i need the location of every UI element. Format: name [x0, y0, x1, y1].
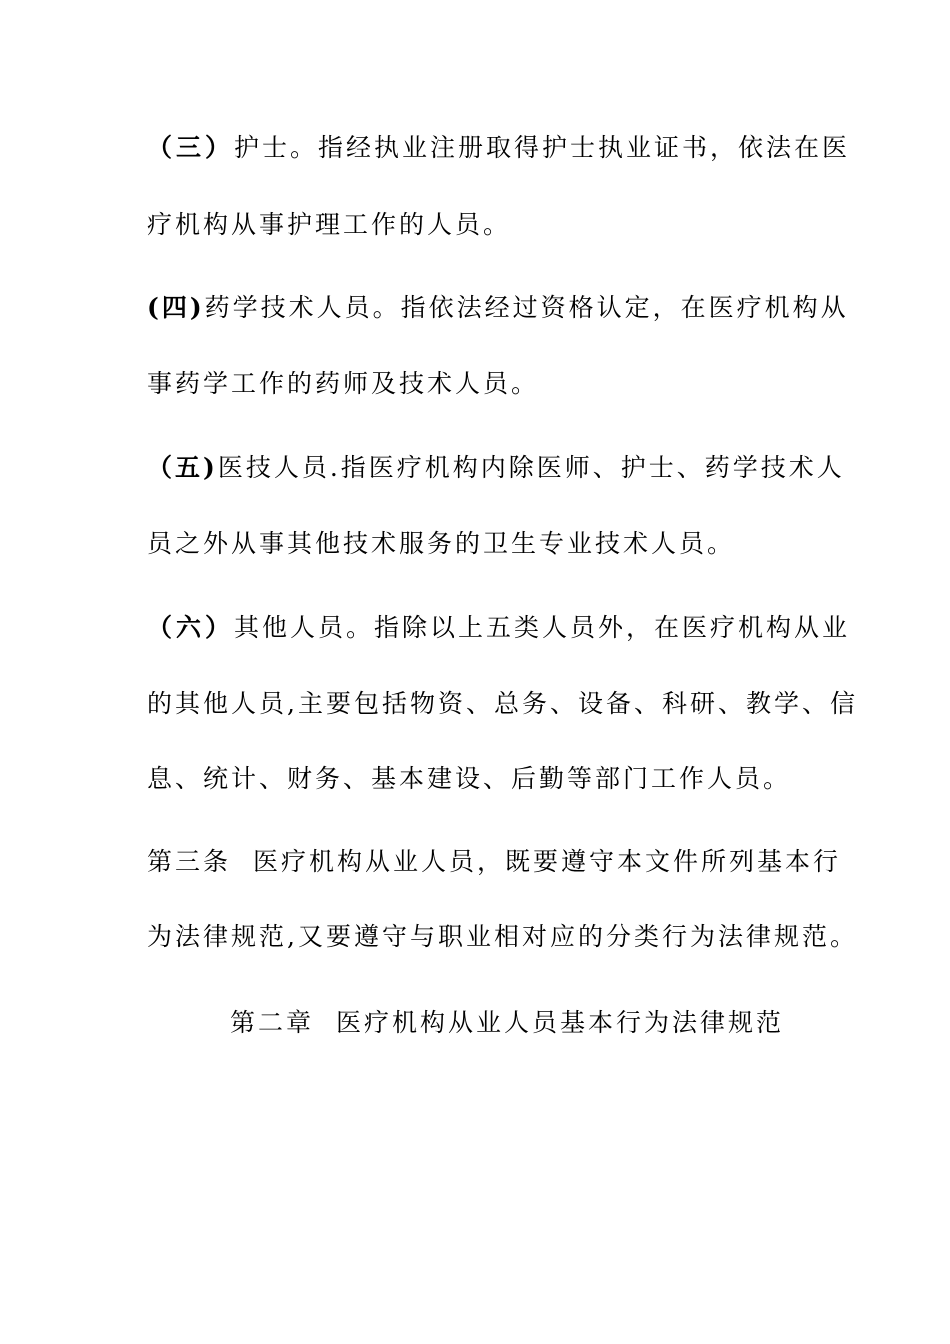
item-6-line-3: [147, 762, 791, 796]
item-3-text-2: 疗机构从事护理工作的人员。: [147, 210, 512, 239]
item-5-line-1: [147, 451, 845, 485]
item-3-text-1: 护士。指经执业注册取得护士执业证书，依法在医: [234, 133, 851, 162]
article-3-line-2: [147, 920, 858, 954]
item-6-line-1: [147, 611, 850, 645]
article-3-text-2: 为法律规范,又要遵守与职业相对应的分类行为法律规范。: [147, 922, 858, 951]
item-6-text-2: 的其他人员,主要包括物资、总务、设备、科研、教学、信: [147, 689, 858, 718]
item-6-line-2: [147, 687, 858, 721]
chapter-2-title: 医疗机构从业人员基本行为法律规范: [336, 1008, 785, 1037]
item-5-text-1: 医技人员.指医疗机构内除医师、护士、药学技术人: [217, 453, 845, 482]
item-6-text-1: 其他人员。指除以上五类人员外，在医疗机构从业: [234, 613, 851, 642]
chapter-2-heading: [230, 1006, 784, 1040]
item-6-label: （六）: [147, 613, 235, 642]
item-4-text-1: 药学技术人员。指依法经过资格认定，在医疗机构从: [204, 293, 849, 322]
article-3-text-1: 医疗机构从业人员，既要遵守本文件所列基本行: [253, 847, 842, 876]
item-4-text-2: 事药学工作的药师及技术人员。: [147, 369, 540, 398]
item-6-text-3: 息、统计、财务、基本建设、后勤等部门工作人员。: [147, 764, 792, 793]
item-3-label: （三）: [147, 133, 235, 162]
item-4-line-2: [147, 367, 539, 401]
item-5-line-2: [147, 527, 735, 561]
item-4-line-1: [147, 291, 849, 325]
chapter-2-number: 第二章: [230, 1008, 315, 1037]
item-3-line-2: [147, 208, 511, 242]
item-5-label: （五): [147, 453, 218, 482]
item-4-label: (四): [147, 293, 205, 322]
item-3-line-1: [147, 131, 850, 165]
article-3-number: 第三条: [147, 847, 232, 876]
article-3-line-1: [147, 845, 841, 879]
item-5-text-2: 员之外从事其他技术服务的卫生专业技术人员。: [147, 529, 736, 558]
